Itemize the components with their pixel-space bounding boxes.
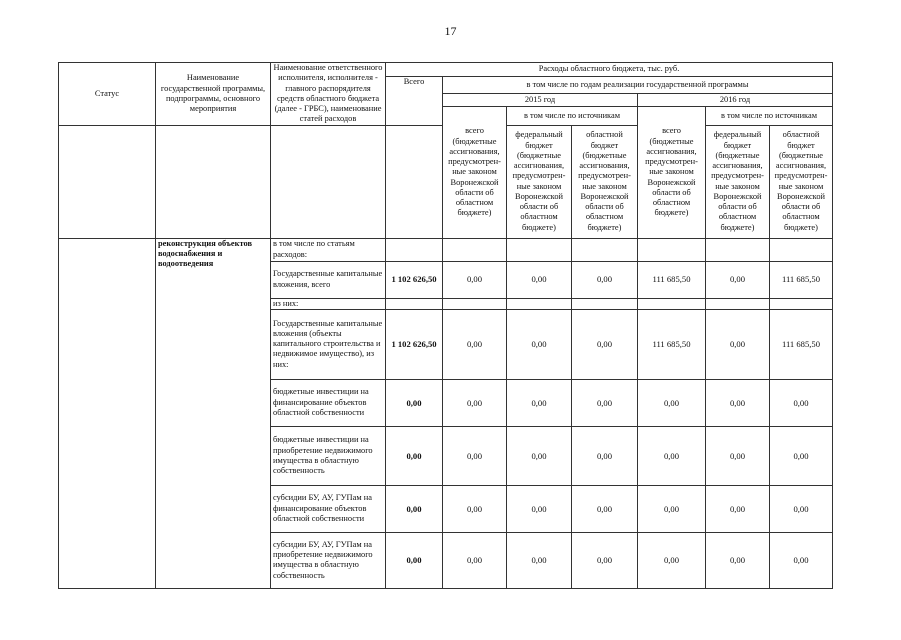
value-2016-federal: 0,00 [706, 532, 770, 588]
value-2016-regional: 0,00 [770, 379, 833, 426]
value-2015-federal: 0,00 [507, 426, 572, 485]
value-2015-total: 0,00 [443, 485, 507, 532]
header-2015-regional: областной бюджет (бюджетные ассигнования, предусмотрен-ные законом Воронежской области об областном бюджете) [572, 125, 638, 238]
row-label: бюджетные инвестиции на финансирование объектов областной собственности [271, 379, 386, 426]
value-2015-total: 0,00 [443, 261, 507, 298]
header-2016-regional: областной бюджет (бюджетные ассигнования, предусмотрен-ные законом Воронежской области об областном бюджете) [770, 125, 833, 238]
value-2016-regional: 0,00 [770, 485, 833, 532]
header-status: Статус [59, 63, 156, 126]
row-label: Государственные капитальные вложения (объекты капитального строительства и недвижимое имущество), из них: [271, 309, 386, 379]
page-number: 17 [444, 24, 457, 38]
value-2015-total [443, 298, 507, 309]
value-2016-regional: 111 685,50 [770, 309, 833, 379]
header-year-2015: 2015 год [443, 94, 638, 107]
budget-table [58, 62, 833, 589]
value-2016-federal: 0,00 [706, 426, 770, 485]
value-total [386, 298, 443, 309]
value-2015-federal: 0,00 [507, 309, 572, 379]
value-2015-regional [572, 298, 638, 309]
value-2016-federal: 0,00 [706, 379, 770, 426]
row-label: Государственные капитальные вложения, всего [271, 261, 386, 298]
value-total: 0,00 [386, 485, 443, 532]
header-expenses: Расходы областного бюджета, тыс. руб. [386, 63, 833, 77]
value-2015-federal: 0,00 [507, 261, 572, 298]
value-2016-total: 111 685,50 [638, 309, 706, 379]
value-2016-regional: 111 685,50 [770, 261, 833, 298]
value-2015-total: 0,00 [443, 532, 507, 588]
value-2016-federal: 0,00 [706, 261, 770, 298]
value-2016-federal: 0,00 [706, 485, 770, 532]
value-2015-regional: 0,00 [572, 309, 638, 379]
header-by-years: в том числе по годам реализации государственной программы [443, 77, 833, 94]
value-2015-regional: 0,00 [572, 532, 638, 588]
value-2015-total: 0,00 [443, 309, 507, 379]
row-label: субсидии БУ, АУ, ГУПам на приобретение недвижимого имущества в областную собственность [271, 532, 386, 588]
row-label: бюджетные инвестиции на приобретение недвижимого имущества в областную собственность [271, 426, 386, 485]
value-total [386, 238, 443, 261]
header-status-continued [59, 125, 156, 238]
value-2015-regional: 0,00 [572, 485, 638, 532]
header-2016-federal: федеральный бюджет (бюджетные ассигнования, предусмотрен-ные законом Воронежской области об областном бюджете) [706, 125, 770, 238]
value-2016-total [638, 238, 706, 261]
value-2016-total: 0,00 [638, 485, 706, 532]
value-total: 0,00 [386, 426, 443, 485]
status-cell [59, 238, 156, 588]
value-2016-federal: 0,00 [706, 309, 770, 379]
header-2016-by-sources: в том числе по источникам [706, 107, 833, 125]
value-2016-federal [706, 298, 770, 309]
value-2016-total: 111 685,50 [638, 261, 706, 298]
table-row [59, 238, 833, 261]
value-2015-federal: 0,00 [507, 379, 572, 426]
value-2015-federal: 0,00 [507, 485, 572, 532]
value-2015-regional: 0,00 [572, 379, 638, 426]
row-label: из них: [271, 298, 386, 309]
header-2016-total: всего (бюджетные ассигнования, предусмотрен-ные законом Воронежской области об областном бюджете) [638, 107, 706, 238]
header-2015-by-sources: в том числе по источникам [507, 107, 638, 125]
value-2015-total: 0,00 [443, 379, 507, 426]
header-total: Всего [386, 77, 443, 126]
value-2016-total: 0,00 [638, 532, 706, 588]
value-2015-total: 0,00 [443, 426, 507, 485]
value-total: 1 102 626,50 [386, 261, 443, 298]
header-2015-total: всего (бюджетные ассигнования, предусмотрен-ные законом Воронежской области об областном бюджете) [443, 107, 507, 238]
row-label: субсидии БУ, АУ, ГУПам на финансирование объектов областной собственности [271, 485, 386, 532]
header-2015-federal: федеральный бюджет (бюджетные ассигнования, предусмотрен-ные законом Воронежской области об областном бюджете) [507, 125, 572, 238]
header-program-name: Наименование государственной программы, подпрограммы, основного мероприятия [156, 63, 271, 126]
value-2015-total [443, 238, 507, 261]
value-2015-federal [507, 298, 572, 309]
value-2015-federal [507, 238, 572, 261]
value-2015-regional: 0,00 [572, 426, 638, 485]
value-2016-regional [770, 238, 833, 261]
value-2015-federal: 0,00 [507, 532, 572, 588]
value-2016-total [638, 298, 706, 309]
value-2016-total: 0,00 [638, 379, 706, 426]
header-program-continued [156, 125, 271, 238]
value-total: 0,00 [386, 532, 443, 588]
section-title: реконструкция объектов водоснабжения и водоотведения [156, 238, 271, 588]
value-2015-regional [572, 238, 638, 261]
value-total: 1 102 626,50 [386, 309, 443, 379]
header-executor-continued [271, 125, 386, 238]
header-year-2016: 2016 год [638, 94, 833, 107]
header-total-continued [386, 125, 443, 238]
value-2016-federal [706, 238, 770, 261]
value-2016-total: 0,00 [638, 426, 706, 485]
value-2016-regional [770, 298, 833, 309]
header-executor: Наименование ответственного исполнителя, исполнителя - главного распорядителя средств областного бюджета (далее - ГРБС), наименование статей расходов [271, 63, 386, 126]
value-2015-regional: 0,00 [572, 261, 638, 298]
value-2016-regional: 0,00 [770, 426, 833, 485]
value-total: 0,00 [386, 379, 443, 426]
value-2016-regional: 0,00 [770, 532, 833, 588]
row-label: в том числе по статьям расходов: [271, 238, 386, 261]
